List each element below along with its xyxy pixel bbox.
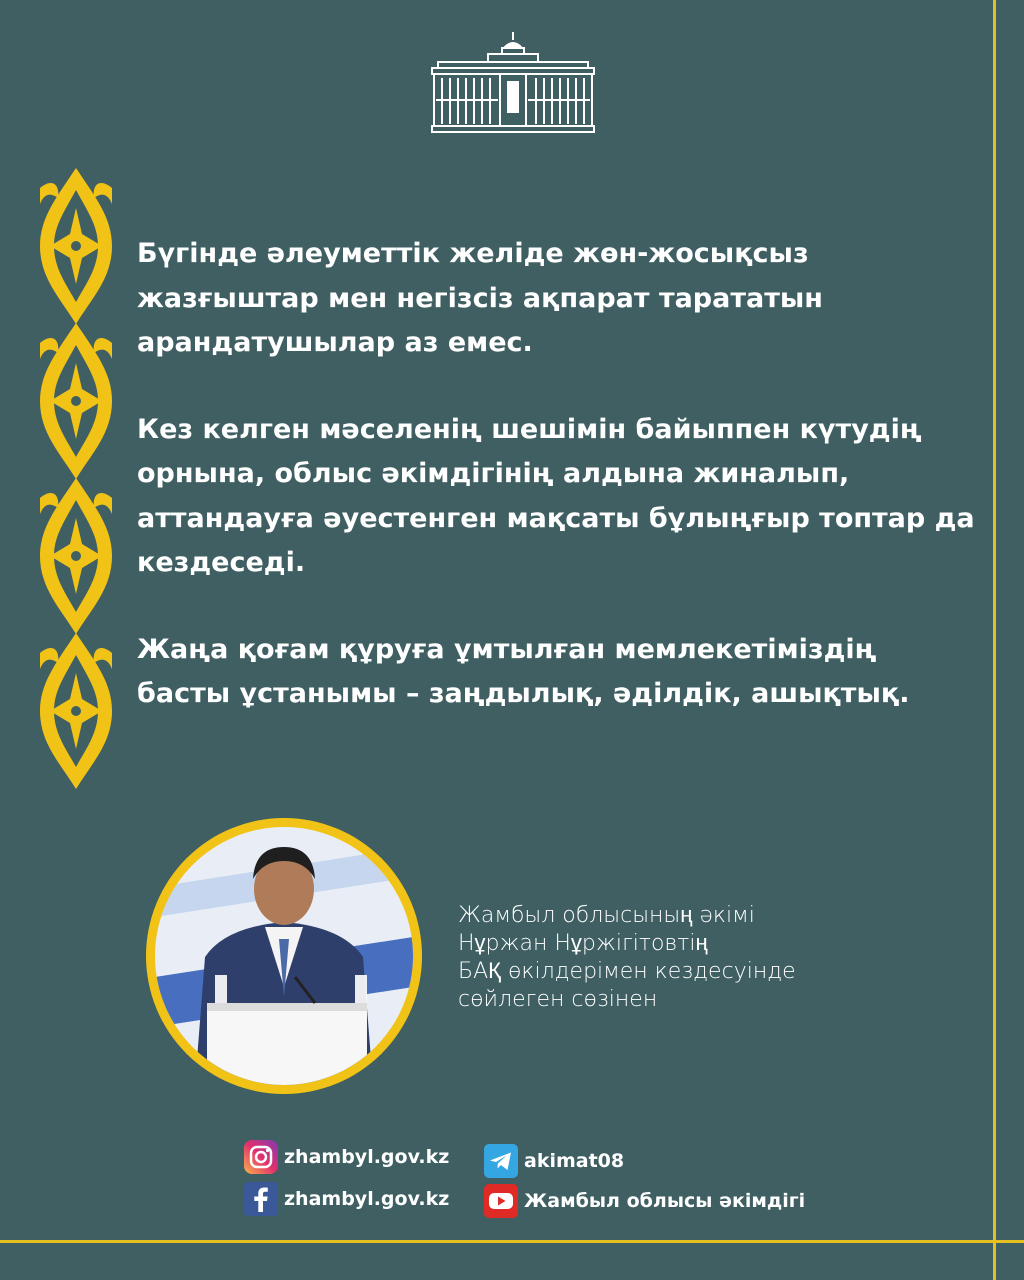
caption-line-4: сөйлеген сөзінен (458, 987, 658, 1012)
facebook-link[interactable] (244, 1182, 449, 1216)
building-logo-icon (430, 30, 596, 134)
instagram-handle: zhambyl.gov.kz (284, 1146, 450, 1168)
instagram-link[interactable] (244, 1140, 449, 1174)
caption-line-1: Жамбыл облысының әкімі (458, 903, 755, 928)
kazakh-ornament (36, 168, 116, 790)
youtube-link[interactable] (484, 1184, 805, 1218)
instagram-icon (244, 1140, 278, 1174)
quote-paragraph-1: Бүгінде әлеуметтік желіде жөн-жосықсыз жазғыштар мен негізсіз ақпарат тарататын арандатушылар аз емес. (137, 238, 823, 358)
youtube-icon (484, 1184, 518, 1218)
frame-right-line (993, 0, 996, 1280)
speaker-photo (155, 827, 413, 1085)
caption-line-2: Нұржан Нұржігітовтің (458, 931, 708, 956)
quote-paragraph-3: Жаңа қоғам құруға ұмтылған мемлекетіміздің басты ұстанымы – заңдылық, әділдік, ашықтық. (137, 633, 910, 709)
speaker-portrait (146, 818, 422, 1094)
caption-line-3: БАҚ өкілдерімен кездесуінде (458, 959, 796, 984)
frame-bottom-line (0, 1240, 1024, 1243)
telegram-icon (484, 1144, 518, 1178)
youtube-channel: Жамбыл облысы әкімдігі (524, 1190, 806, 1212)
quote-block (137, 232, 977, 759)
facebook-handle: zhambyl.gov.kz (284, 1188, 450, 1210)
quote-paragraph-2: Кез келген мәселенің шешімін байыппен күтудің орнына, облыс әкімдігінің алдына жиналып, аттандауға әуестенген мақсаты бұлыңғыр топтар да кездеседі. (137, 413, 975, 578)
telegram-handle: akimat08 (524, 1150, 625, 1172)
telegram-link[interactable] (484, 1144, 624, 1178)
facebook-icon (244, 1182, 278, 1216)
speaker-caption (458, 902, 796, 1014)
